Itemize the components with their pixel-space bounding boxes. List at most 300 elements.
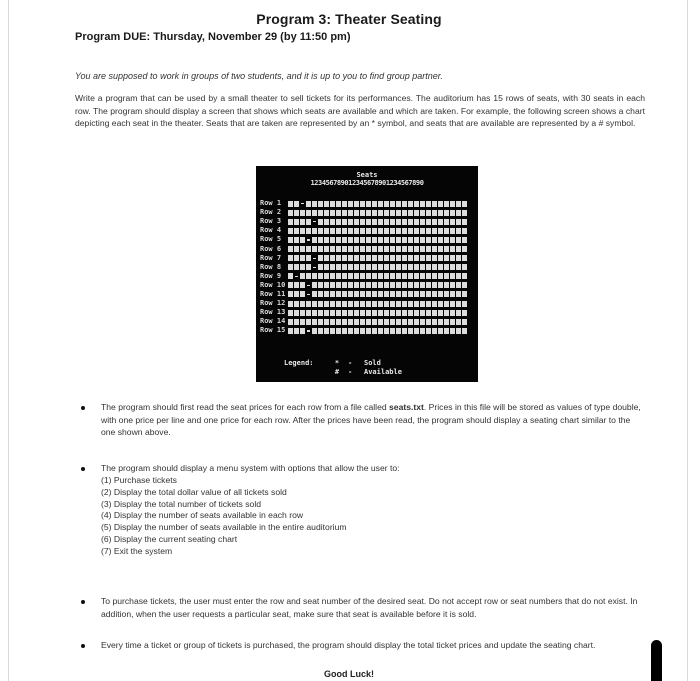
seat-available <box>444 264 449 270</box>
console-row <box>260 254 476 263</box>
seat-available <box>396 210 401 216</box>
seat-available <box>414 282 419 288</box>
seat-available <box>396 282 401 288</box>
seat-available <box>306 273 311 279</box>
seat-available <box>324 319 329 325</box>
seat-available <box>348 237 353 243</box>
seat-available <box>312 310 317 316</box>
scroll-marker[interactable] <box>651 640 662 681</box>
seat-available <box>408 201 413 207</box>
seat-available <box>318 246 323 252</box>
seat-available <box>318 310 323 316</box>
seat-available <box>300 282 305 288</box>
seat-available <box>438 228 443 234</box>
seat-available <box>456 255 461 261</box>
seat-available <box>312 273 317 279</box>
bullet-display-total <box>101 639 641 652</box>
seat-available <box>402 210 407 216</box>
seat-available <box>402 264 407 270</box>
seat-available <box>456 264 461 270</box>
legend-sold-text: Sold <box>364 359 381 367</box>
seat-available <box>306 201 311 207</box>
seat-available <box>384 273 389 279</box>
legend-available-symbol: # <box>334 368 340 376</box>
seat-sold <box>312 219 317 225</box>
console-row-seats <box>288 282 467 288</box>
console-row <box>260 272 476 281</box>
seat-available <box>444 310 449 316</box>
seat-available <box>372 228 377 234</box>
seat-available <box>348 255 353 261</box>
seating-chart-console <box>256 166 478 382</box>
seat-available <box>456 246 461 252</box>
seat-available <box>384 255 389 261</box>
console-row-label: Row 12 <box>260 299 286 308</box>
seat-available <box>324 210 329 216</box>
seat-available <box>390 255 395 261</box>
seat-available <box>414 255 419 261</box>
seat-available <box>438 255 443 261</box>
seat-available <box>438 319 443 325</box>
seat-available <box>432 255 437 261</box>
seat-available <box>384 210 389 216</box>
seat-available <box>348 319 353 325</box>
console-row <box>260 290 476 299</box>
seat-available <box>432 301 437 307</box>
seat-available <box>414 291 419 297</box>
seat-available <box>348 301 353 307</box>
seat-available <box>342 228 347 234</box>
seat-available <box>306 246 311 252</box>
seat-available <box>372 210 377 216</box>
seat-available <box>312 228 317 234</box>
seat-available <box>432 219 437 225</box>
seat-available <box>390 219 395 225</box>
console-row-seats <box>288 310 467 316</box>
seat-available <box>360 291 365 297</box>
seat-available <box>438 291 443 297</box>
seat-available <box>444 291 449 297</box>
seat-available <box>390 328 395 334</box>
seat-available <box>336 328 341 334</box>
console-row-label: Row 2 <box>260 208 282 217</box>
bullet-text: Every time a ticket or group of tickets is purchased, the program should display the total ticket prices and update the seating chart. <box>101 640 596 650</box>
seat-available <box>432 264 437 270</box>
seat-available <box>354 264 359 270</box>
seat-available <box>444 301 449 307</box>
seat-available <box>444 228 449 234</box>
seat-available <box>300 319 305 325</box>
seat-available <box>450 264 455 270</box>
seat-available <box>450 310 455 316</box>
seat-available <box>426 201 431 207</box>
seat-available <box>288 201 293 207</box>
seat-available <box>438 219 443 225</box>
seat-available <box>288 273 293 279</box>
seat-available <box>456 210 461 216</box>
seat-available <box>366 228 371 234</box>
seat-available <box>372 291 377 297</box>
seat-available <box>372 282 377 288</box>
seat-available <box>462 237 467 243</box>
console-row-label: Row 10 <box>260 280 286 289</box>
seat-available <box>318 201 323 207</box>
seat-available <box>378 237 383 243</box>
seat-available <box>390 282 395 288</box>
console-row-seats <box>288 219 467 225</box>
seat-available <box>408 237 413 243</box>
seat-available <box>360 237 365 243</box>
seat-available <box>426 328 431 334</box>
seat-available <box>402 282 407 288</box>
seat-available <box>324 273 329 279</box>
seat-available <box>366 201 371 207</box>
seat-available <box>294 237 299 243</box>
seat-available <box>408 273 413 279</box>
seat-available <box>306 210 311 216</box>
seat-available <box>426 246 431 252</box>
seat-available <box>300 255 305 261</box>
console-row-label: Row 15 <box>260 326 286 335</box>
seat-available <box>336 310 341 316</box>
seat-available <box>396 255 401 261</box>
seat-available <box>348 328 353 334</box>
seat-available <box>306 319 311 325</box>
console-row-label: Row 11 <box>260 289 286 298</box>
seat-available <box>288 255 293 261</box>
seat-available <box>288 301 293 307</box>
console-row-label: Row 5 <box>260 235 282 244</box>
seat-available <box>318 319 323 325</box>
seat-available <box>384 219 389 225</box>
seat-available <box>432 282 437 288</box>
seat-available <box>420 282 425 288</box>
seat-available <box>450 282 455 288</box>
seat-available <box>342 301 347 307</box>
seat-available <box>336 264 341 270</box>
seat-available <box>378 301 383 307</box>
seat-available <box>456 301 461 307</box>
seat-available <box>300 310 305 316</box>
seat-available <box>420 246 425 252</box>
seat-available <box>384 291 389 297</box>
seat-available <box>372 201 377 207</box>
seat-available <box>306 219 311 225</box>
legend-label: Legend: <box>284 359 314 367</box>
console-row <box>260 217 476 226</box>
seat-sold <box>306 237 311 243</box>
seat-available <box>330 301 335 307</box>
seat-available <box>462 328 467 334</box>
seat-available <box>450 319 455 325</box>
seat-available <box>330 228 335 234</box>
console-row-label: Row 9 <box>260 271 282 280</box>
seat-available <box>420 201 425 207</box>
seat-available <box>444 282 449 288</box>
seat-available <box>396 273 401 279</box>
seat-available <box>396 301 401 307</box>
seat-available <box>384 237 389 243</box>
seat-available <box>402 201 407 207</box>
console-row <box>260 317 476 326</box>
seat-available <box>300 291 305 297</box>
seat-available <box>438 246 443 252</box>
seat-available <box>318 282 323 288</box>
console-row-label: Row 1 <box>260 199 282 208</box>
seat-available <box>390 237 395 243</box>
seat-sold <box>300 201 305 207</box>
seat-available <box>330 210 335 216</box>
seat-available <box>414 201 419 207</box>
seat-available <box>378 210 383 216</box>
seat-available <box>294 219 299 225</box>
seat-available <box>342 255 347 261</box>
seat-available <box>294 282 299 288</box>
seat-available <box>462 282 467 288</box>
seat-available <box>444 319 449 325</box>
seat-available <box>294 291 299 297</box>
seat-available <box>336 273 341 279</box>
seat-available <box>384 246 389 252</box>
seat-available <box>420 237 425 243</box>
seat-available <box>402 219 407 225</box>
seat-available <box>390 264 395 270</box>
console-row-seats <box>288 210 467 216</box>
legend-available <box>332 368 402 377</box>
seat-available <box>324 310 329 316</box>
seat-available <box>438 201 443 207</box>
seat-available <box>342 246 347 252</box>
seat-available <box>372 273 377 279</box>
seat-available <box>390 301 395 307</box>
seat-available <box>456 310 461 316</box>
seat-available <box>414 273 419 279</box>
seat-available <box>378 328 383 334</box>
menu-option: (1) Purchase tickets <box>101 474 177 485</box>
console-header-title: Seats <box>356 171 378 179</box>
seat-available <box>306 310 311 316</box>
seat-available <box>342 291 347 297</box>
seat-available <box>426 264 431 270</box>
bullet-dot <box>81 600 85 604</box>
seat-available <box>330 291 335 297</box>
seat-available <box>402 246 407 252</box>
seat-available <box>366 291 371 297</box>
console-header-numbers: 123456789012345678901234567890 <box>310 179 424 187</box>
seat-available <box>348 310 353 316</box>
seat-available <box>378 264 383 270</box>
seat-available <box>456 328 461 334</box>
seat-available <box>348 219 353 225</box>
seat-available <box>396 201 401 207</box>
seat-available <box>384 328 389 334</box>
seat-available <box>408 310 413 316</box>
seat-available <box>450 273 455 279</box>
seat-available <box>408 228 413 234</box>
seat-available <box>294 328 299 334</box>
seat-available <box>366 237 371 243</box>
seat-available <box>342 319 347 325</box>
seat-available <box>354 228 359 234</box>
seat-available <box>372 255 377 261</box>
seat-available <box>438 210 443 216</box>
seat-available <box>336 210 341 216</box>
seat-available <box>420 273 425 279</box>
seat-available <box>354 237 359 243</box>
bullet-text-part: . Prices in this file will be stored as values of type double, with one price per line and one price for each row. After the prices have been read, the program should display a seating chart similar to the one shown above. <box>101 402 641 438</box>
seat-available <box>360 228 365 234</box>
seat-available <box>324 201 329 207</box>
seat-available <box>324 264 329 270</box>
seat-available <box>390 210 395 216</box>
seat-available <box>342 273 347 279</box>
seat-available <box>396 228 401 234</box>
menu-option: (5) Display the number of seats available in the entire auditorium <box>101 522 347 533</box>
seat-available <box>450 210 455 216</box>
seat-available <box>300 328 305 334</box>
seat-available <box>384 228 389 234</box>
seat-available <box>336 237 341 243</box>
seat-available <box>378 273 383 279</box>
seat-available <box>294 228 299 234</box>
seat-available <box>432 228 437 234</box>
bullet-menu-system <box>101 462 641 558</box>
seat-available <box>294 301 299 307</box>
seat-available <box>378 255 383 261</box>
seat-available <box>438 237 443 243</box>
seat-available <box>438 301 443 307</box>
seat-available <box>366 264 371 270</box>
seat-available <box>414 264 419 270</box>
seat-available <box>336 219 341 225</box>
seat-available <box>342 282 347 288</box>
seat-available <box>420 319 425 325</box>
seat-available <box>366 210 371 216</box>
seat-available <box>414 210 419 216</box>
seat-available <box>438 282 443 288</box>
console-row <box>260 263 476 272</box>
seat-available <box>432 319 437 325</box>
seat-available <box>462 246 467 252</box>
seat-available <box>390 201 395 207</box>
seat-available <box>354 291 359 297</box>
seat-available <box>402 301 407 307</box>
seat-available <box>378 228 383 234</box>
seat-available <box>384 282 389 288</box>
seat-available <box>396 319 401 325</box>
page-title: Program 3: Theater Seating <box>256 11 442 27</box>
seat-available <box>312 237 317 243</box>
console-row-seats <box>288 328 467 334</box>
seat-available <box>366 273 371 279</box>
seat-available <box>426 255 431 261</box>
seat-available <box>426 301 431 307</box>
seat-available <box>408 328 413 334</box>
seat-available <box>414 319 419 325</box>
seat-available <box>354 319 359 325</box>
seat-available <box>408 246 413 252</box>
document-page <box>8 0 688 681</box>
seat-available <box>426 291 431 297</box>
seat-available <box>354 273 359 279</box>
console-row-seats <box>288 255 467 261</box>
seat-available <box>348 228 353 234</box>
console-row-label: Row 13 <box>260 308 286 317</box>
seat-available <box>438 328 443 334</box>
seat-available <box>426 310 431 316</box>
seat-available <box>300 301 305 307</box>
seat-available <box>360 319 365 325</box>
seat-available <box>426 273 431 279</box>
legend-dash: - <box>348 368 353 376</box>
seat-available <box>324 328 329 334</box>
seat-available <box>324 219 329 225</box>
seat-available <box>342 201 347 207</box>
seat-available <box>348 201 353 207</box>
seat-available <box>288 237 293 243</box>
seat-available <box>318 291 323 297</box>
bullet-text <box>101 401 641 439</box>
seat-available <box>294 264 299 270</box>
seat-available <box>288 282 293 288</box>
seat-available <box>330 273 335 279</box>
seat-available <box>288 228 293 234</box>
seat-available <box>408 264 413 270</box>
seat-available <box>372 328 377 334</box>
bullet-purchase <box>101 595 641 620</box>
seat-available <box>354 310 359 316</box>
seat-available <box>462 201 467 207</box>
seat-available <box>366 255 371 261</box>
seat-available <box>462 228 467 234</box>
seat-available <box>366 301 371 307</box>
seat-available <box>336 201 341 207</box>
seat-available <box>300 237 305 243</box>
seat-available <box>318 328 323 334</box>
seat-available <box>360 255 365 261</box>
seat-available <box>396 237 401 243</box>
seat-available <box>462 255 467 261</box>
seat-available <box>390 310 395 316</box>
menu-option: (2) Display the total dollar value of all tickets sold <box>101 486 287 497</box>
seat-available <box>408 255 413 261</box>
seat-available <box>306 255 311 261</box>
seat-available <box>378 291 383 297</box>
seat-available <box>384 201 389 207</box>
seat-available <box>438 273 443 279</box>
seat-available <box>288 210 293 216</box>
seat-available <box>402 255 407 261</box>
seat-available <box>348 273 353 279</box>
seat-available <box>354 301 359 307</box>
seat-available <box>432 273 437 279</box>
bullet-text: To purchase tickets, the user must enter the row and seat number of the desired seat. Do not accept row or seat numbers that do not exist. In addition, when the user requests a particular seat, make sure that seat is available before it is sold. <box>101 596 638 619</box>
seat-available <box>360 219 365 225</box>
seat-available <box>384 301 389 307</box>
console-row-label: Row 14 <box>260 317 286 326</box>
seat-available <box>462 210 467 216</box>
seat-available <box>372 310 377 316</box>
seat-available <box>318 273 323 279</box>
console-rows <box>260 199 476 335</box>
seat-available <box>312 328 317 334</box>
seat-available <box>366 319 371 325</box>
console-row <box>260 299 476 308</box>
seat-available <box>450 291 455 297</box>
seat-available <box>420 228 425 234</box>
seat-available <box>462 319 467 325</box>
seat-available <box>396 219 401 225</box>
